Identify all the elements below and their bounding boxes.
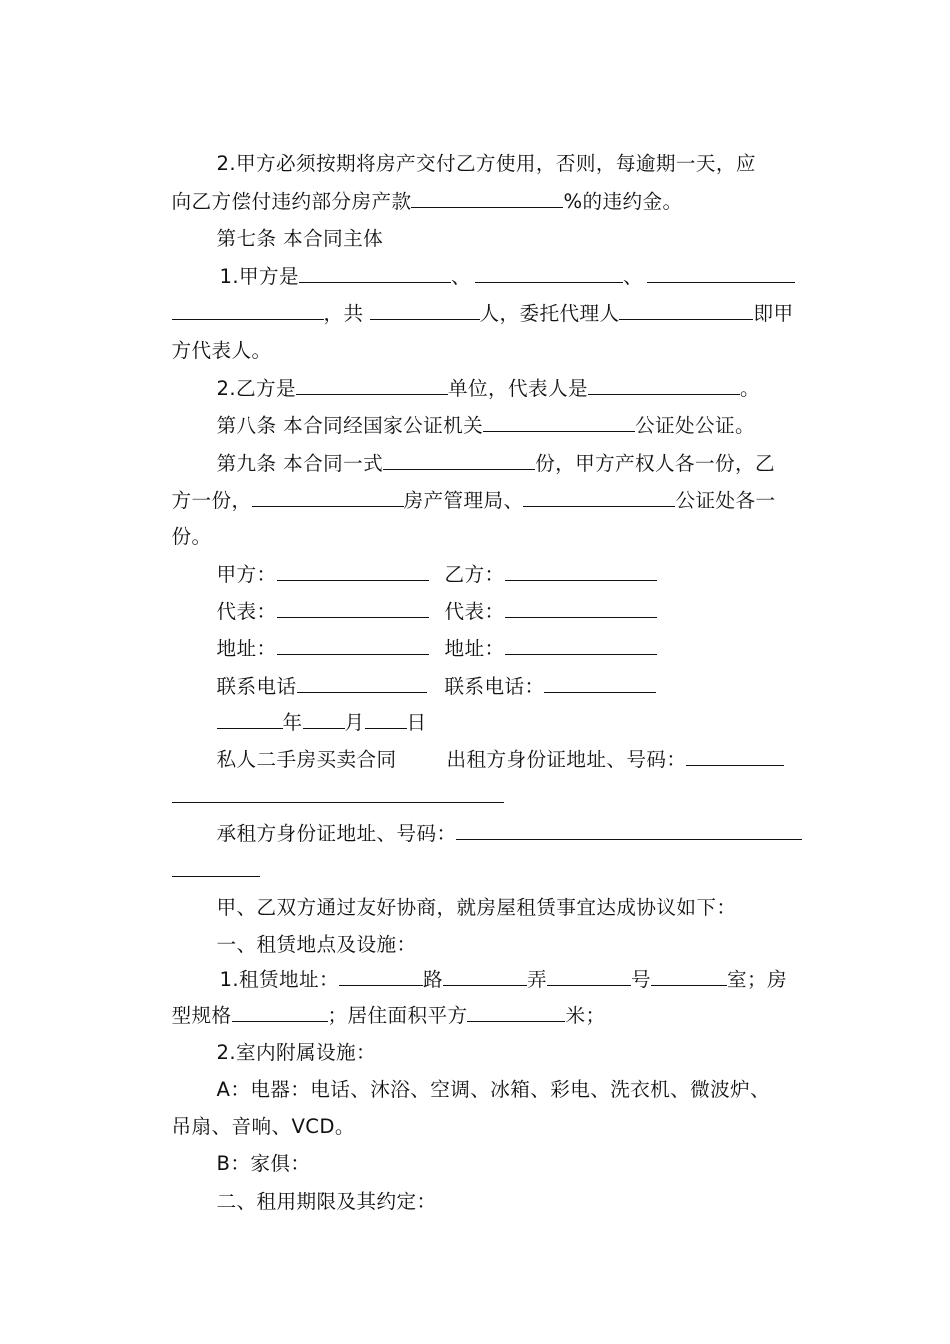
clause-7-1-line1	[193, 234, 807, 288]
rental-address-line1	[193, 937, 807, 991]
addr-a-label: 地址：	[216, 637, 277, 660]
text: 2.乙方是	[216, 377, 296, 400]
rental-address-line2	[145, 973, 807, 1027]
article-9-line2	[145, 458, 807, 512]
text: B：家俱：	[216, 1152, 311, 1175]
party-b-label: 乙方：	[444, 563, 505, 586]
text: A：电器：电话、沐浴、空调、冰箱、彩电、洗衣机、微波炉、	[216, 1078, 771, 1101]
text: 。	[739, 377, 760, 400]
addr-b-label: 地址：	[444, 637, 505, 660]
year-label: 年	[282, 711, 303, 734]
text: 第八条 本合同经国家公证机关	[216, 414, 484, 437]
text: 1.租赁地址：	[219, 968, 339, 991]
signature-date-row	[190, 680, 807, 734]
text: 公证处公证。	[635, 414, 756, 437]
text: 1.甲方是	[219, 265, 299, 288]
section-1-heading	[190, 903, 807, 956]
text: 2.室内附属设施：	[216, 1041, 376, 1064]
text: 方代表人。	[171, 339, 272, 362]
text: 弄	[526, 968, 547, 991]
lessor-id-line2	[145, 754, 807, 782]
text: 向乙方偿付违约部分房产款	[171, 190, 412, 213]
text: 、	[623, 265, 643, 288]
text: ，共	[323, 302, 364, 325]
signature-rep-row	[190, 569, 807, 623]
lessor-id-label: 出租方身份证地址、号码：	[446, 748, 687, 771]
intro-line	[190, 866, 807, 919]
text: 吊扇、音响、VCD。	[171, 1115, 355, 1138]
text: 路	[422, 968, 443, 991]
clause-7-1-line2	[145, 271, 807, 325]
day-label: 日	[406, 711, 427, 734]
signature-phone-row	[190, 644, 807, 698]
text: 甲、乙双方通过友好协商，就房屋租赁事宜达成协议如下：	[216, 896, 737, 919]
text: 人，委托代理人	[479, 302, 620, 325]
lessee-id-label: 承租方身份证地址、号码：	[216, 822, 457, 845]
text: 型规格	[171, 1004, 232, 1027]
rep-a-label: 代表：	[216, 600, 277, 623]
clause-7-2	[190, 346, 807, 400]
article-8	[190, 383, 807, 437]
text: 2.甲方必须按期将房产交付乙方使用，否则，每逾期一天，应	[216, 152, 756, 175]
phone-b-label: 联系电话：	[444, 675, 545, 698]
text: ；居住面积平方	[327, 1004, 468, 1027]
section-2-heading	[190, 1160, 807, 1213]
lessee-id-line1	[190, 791, 807, 845]
lessee-id-line2	[145, 828, 807, 856]
party-a-label: 甲方：	[216, 563, 277, 586]
facilities-heading	[190, 1011, 807, 1064]
rep-b-label: 代表：	[444, 600, 505, 623]
month-label: 月	[344, 711, 365, 734]
appliances-line1	[190, 1048, 807, 1101]
text: 方一份，	[171, 489, 252, 512]
text: 、	[451, 265, 471, 288]
article-9-line1	[190, 421, 807, 475]
text: 即甲	[753, 302, 794, 325]
text: 号	[630, 968, 651, 991]
signature-address-row	[190, 606, 807, 660]
text: 单位，代表人是	[448, 377, 588, 400]
text: 第九条 本合同一式	[216, 452, 384, 475]
text: 室；房	[726, 968, 787, 991]
text: 米；	[565, 1004, 606, 1027]
text: 二、租用期限及其约定：	[216, 1190, 437, 1213]
appliances-line2	[145, 1085, 807, 1138]
article-7-heading	[190, 197, 807, 250]
clause-6-2-line2	[145, 159, 807, 213]
text: 份，甲方产权人各一份，乙	[535, 452, 776, 475]
furniture-line	[190, 1122, 807, 1175]
text: 第七条 本合同主体	[216, 227, 384, 250]
clause-7-1-line3	[145, 309, 807, 362]
text: %的违约金。	[563, 190, 683, 213]
phone-a-label: 联系电话	[216, 675, 297, 698]
clause-6-2-line1	[190, 122, 807, 175]
text: 房产管理局、	[403, 489, 524, 512]
article-9-line3	[145, 495, 807, 548]
text: 份。	[171, 525, 212, 548]
signature-party-row	[190, 532, 807, 586]
text: 公证处各一	[675, 489, 776, 512]
second-doc-title: 私人二手房买卖合同	[216, 748, 397, 771]
second-doc-title-line	[190, 717, 807, 771]
text: 一、租赁地点及设施：	[216, 933, 417, 956]
